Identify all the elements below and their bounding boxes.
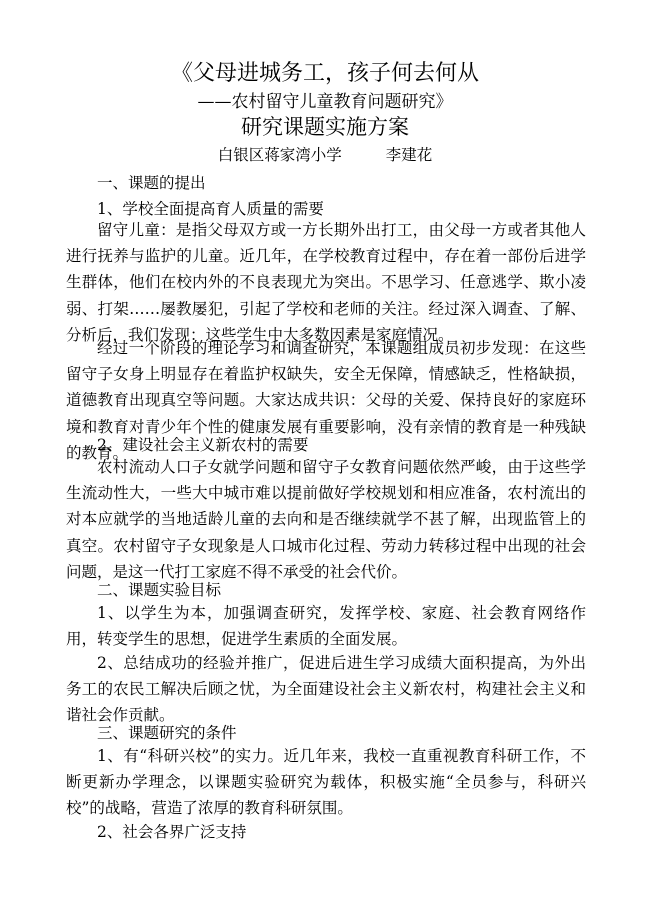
document-subtitle: ——农村留守儿童教育问题研究》 — [197, 92, 453, 112]
paragraph-condition-1: 1、有“科研兴校”的实力。近几年来，我校一直重视教育科研工作，不断更新办学理念，以课题实验研究为载体，积极实施“全员参与，科研兴校”的战略，营造了浓厚的教育科研氛围。 — [66, 747, 586, 818]
author-name: 李建花 — [385, 146, 433, 164]
plan-title: 研究课题实施方案 — [241, 115, 409, 139]
paragraph-research-findings: 经过一个阶段的理论学习和调查研究，本课题组成员初步发现：在这些留守子女身上明显存在着监护权缺失，安全无保障，情感缺乏，性格缺损，道德教育出现真空等问题。大家达成共识：父母的关爱、保持良好的家庭环境和教育对青少年个性的健康发展有重要影响，没有亲情的教育是一种残缺的教育。 — [66, 339, 586, 462]
section-1-heading: 一、课题的提出 — [97, 174, 206, 192]
section-2-heading: 二、课题实验目标 — [97, 581, 222, 599]
school-name: 白银区蒋家湾小学 — [217, 146, 342, 164]
paragraph-rural-education: 农村流动人口子女就学问题和留守子女教育问题依然严峻，由于这些学生流动性大，一些大中城市难以提前做好学校规划和相应准备，农村流出的对本应就学的当地适龄儿童的去向和是否继续就学不甚了解，出现监管上的真空。农村留守子女现象是人口城市化过程、劳动力转移过程中出现的社会问题，是这一代打工家庭不得不承受的社会代价。 — [66, 458, 586, 581]
paragraph-goal-1: 1、以学生为本，加强调查研究，发挥学校、家庭、社会教育网络作用，转变学生的思想，促进学生素质的全面发展。 — [66, 604, 586, 649]
section-1-2-heading: 2、建设社会主义新农村的需要 — [97, 436, 309, 454]
section-3-2-heading: 2、社会各界广泛支持 — [97, 823, 247, 841]
paragraph-left-behind-children: 留守儿童：是指父母双方或一方长期外出打工，由父母一方或者其他人进行抚养与监护的儿童。近几年，在学校教育过程中，存在着一部份后进学生群体，他们在校内外的不良表现尤为突出。不思学习、任意逃学、欺小凌弱、打架……屡教屡犯，引起了学校和老师的关注。经过深入调查、了解、分析后，我们发现：这些学生中大多数因素是家庭情况。 — [66, 221, 586, 344]
paragraph-goal-2: 2、总结成功的经验并推广，促进后进生学习成绩大面积提高，为外出务工的农民工解决后顾之忧，为全面建设社会主义新农村，构建社会主义和谐社会作贡献。 — [66, 654, 586, 725]
author-line — [0, 145, 650, 165]
section-3-heading: 三、课题研究的条件 — [97, 724, 237, 742]
section-1-1-heading: 1、学校全面提高育人质量的需要 — [97, 200, 324, 218]
document-title: 《父母进城务工，孩子何去何从 — [170, 61, 479, 86]
